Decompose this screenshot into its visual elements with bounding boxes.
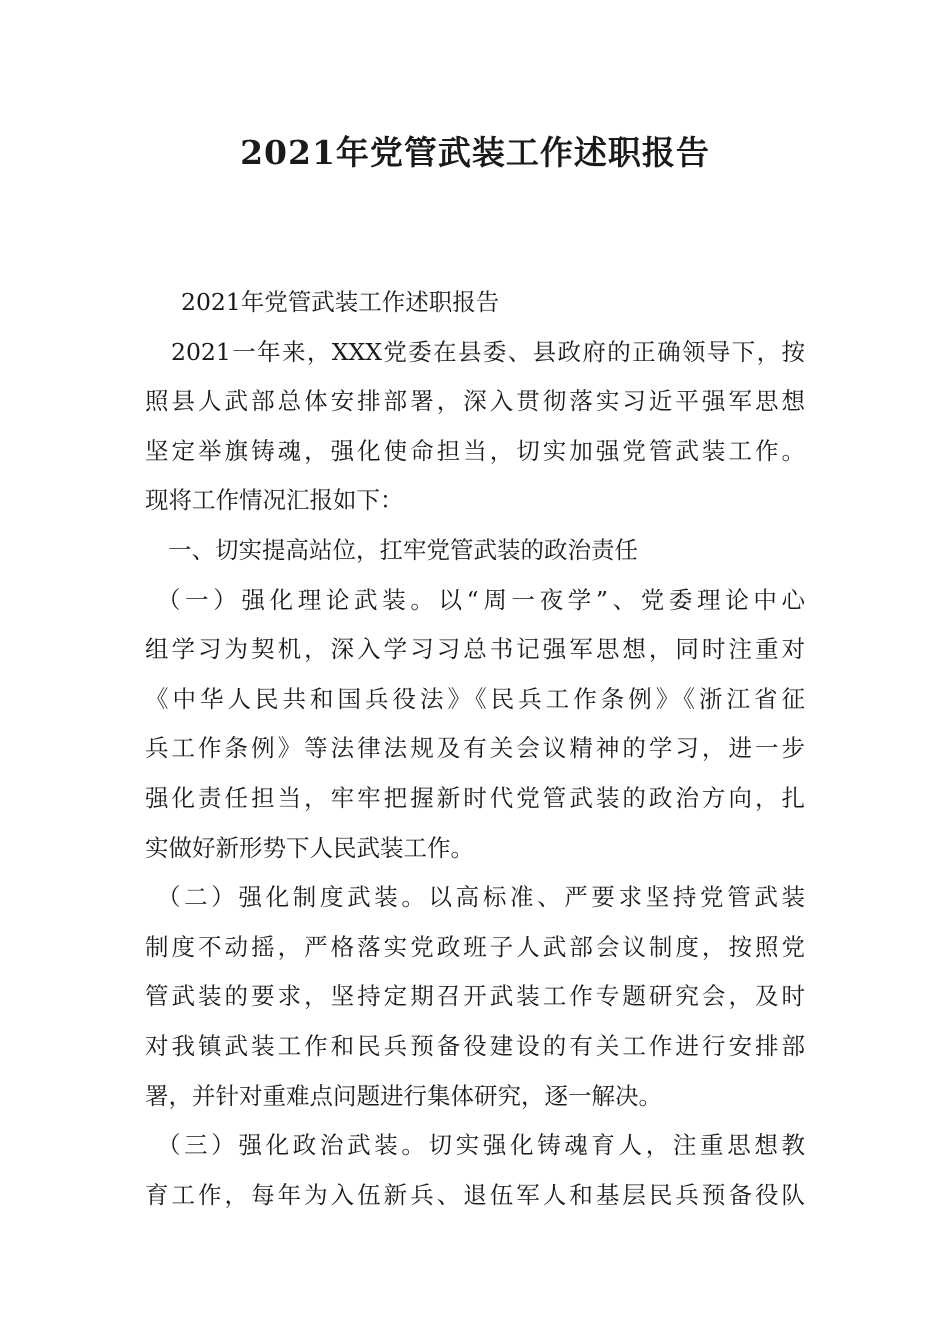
- text-line: 组学习为契机，深入学习习总书记强军思想，同时注重对: [145, 635, 805, 664]
- text-line: 署，并针对重难点问题进行集体研究，逐一解决。: [145, 1081, 662, 1110]
- text-line: 制度不动摇，严格落实党政班子人武部会议制度，按照党: [145, 932, 805, 961]
- text-line: 育工作，每年为入伍新兵、退伍军人和基层民兵预备役队: [145, 1180, 805, 1209]
- text-line: 管武装的要求，坚持定期召开武装工作专题研究会，及时: [145, 982, 805, 1011]
- text-line: （三）强化政治武装。切实强化铸魂育人，注重思想教: [157, 1131, 805, 1160]
- section-heading: 一、切实提高站位，扛牢党管武装的政治责任: [168, 535, 638, 564]
- document-body: [145, 278, 805, 1220]
- text-line: （一）强化理论武装。以“周一夜学”、党委理论中心: [157, 585, 805, 614]
- text-line: 强化责任担当，牢牢把握新时代党管武装的政治方向，扎: [145, 783, 805, 812]
- text-line: 实做好新形势下人民武装工作。: [145, 833, 474, 862]
- text-line: 2021一年来，XXX党委在县委、县政府的正确领导下，按: [171, 337, 805, 366]
- body-subtitle: 2021年党管武装工作述职报告: [181, 288, 500, 316]
- text-line: 《中华人民共和国兵役法》《民兵工作条例》《浙江省征: [145, 684, 805, 713]
- text-line: （二）强化制度武装。以高标准、严要求坚持党管武装: [157, 883, 805, 912]
- text-line: 照县人武部总体安排部署，深入贯彻落实习近平强军思想: [145, 387, 805, 416]
- text-line: 坚定举旗铸魂，强化使命担当，切实加强党管武装工作。: [145, 436, 805, 465]
- text-line: 兵工作条例》等法律法规及有关会议精神的学习，进一步: [145, 734, 805, 763]
- text-line: 对我镇武装工作和民兵预备役建设的有关工作进行安排部: [145, 1031, 805, 1060]
- document-title: 2021年党管武装工作述职报告: [240, 133, 710, 172]
- text-line: 现将工作情况汇报如下：: [145, 486, 404, 515]
